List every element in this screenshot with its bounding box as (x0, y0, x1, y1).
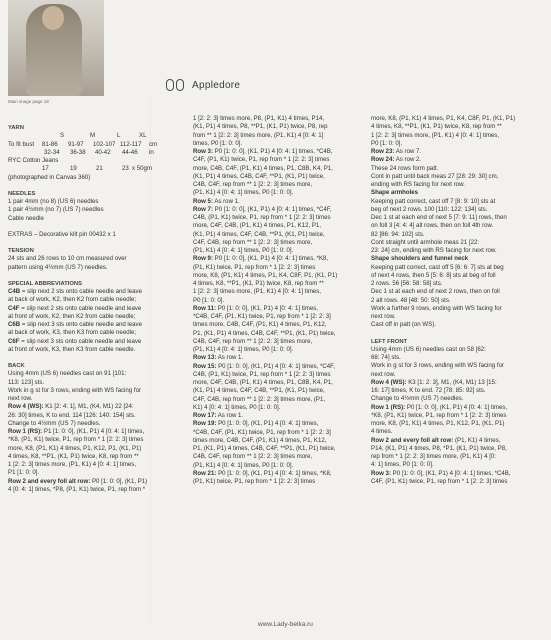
row-label: Row 4 (WS): (8, 403, 44, 411)
to-fit-label: To fit bust (8, 140, 35, 148)
ball-count: 17 (42, 165, 49, 173)
text-line: C4B, C4F, rep from ** 1 [2: 2: 3] times more, (193, 337, 313, 345)
text-line: rep from * 1 [2: 2: 3] times more, (P1, K1) 4 [0: (371, 453, 496, 460)
row-label: Row 3: (371, 469, 391, 477)
row-label: Row 3: (193, 148, 213, 155)
text-line: 26: 30] times, K to end. 114 [126: 140: 154] sts. (8, 411, 136, 419)
to-fit-value: 112-117 (120, 140, 142, 148)
text-line: at back of work, K2, then K2 from cable needle; (8, 296, 137, 304)
text-line: *C4B, C4F, (P1, K1) twice, P1, rep from * 1 [2: 2: 3] (193, 313, 331, 320)
text-line: next row. (371, 313, 396, 320)
text-line: Keeping patt correct, cast off 7 [8: 9: 10] sts at (371, 197, 496, 205)
ball-count: 21 (96, 165, 103, 173)
column-left (8, 124, 156, 494)
tension-line: pattern using 4½mm (US 7) needles. (8, 263, 108, 271)
text-line: next row. (8, 395, 33, 402)
text-line: 16: 17] times, K to end. 72 [78: 85: 92] sts. (371, 387, 486, 394)
size-label: L (117, 132, 121, 140)
text-line: Dec 1 st at each end of next 5 [7: 9: 11] rows, then (371, 214, 507, 221)
text-line: 4 times, K8, **P1, (K1, P1) twice, K8, rep from ** (8, 452, 139, 460)
text-line: These 24 rows form patt. (371, 164, 439, 172)
text-line: more, C4B, C4F, (P1, K1) 4 times, P1, C8B, K4, P1, (193, 164, 333, 172)
row-label: Row 17: (193, 412, 217, 419)
model-photo (8, 0, 104, 96)
text-line: C4B, (P1, K1) twice, P1, rep from * 1 [2: 2: 3] times (193, 370, 331, 378)
text-line: Row 5: As row 1. (193, 197, 240, 205)
footer-site-link[interactable]: www.Lady-belka.ru (258, 621, 313, 628)
text-line: Cast off in patt (on WS). (371, 321, 436, 329)
to-fit-value: 81-86 (42, 140, 58, 148)
row-label: Row 4 (WS): (371, 378, 407, 386)
abbrev-term: C4F (8, 304, 20, 312)
to-fit-value: 91-97 (68, 140, 84, 148)
text-line: (P1, K1) 4 [0: 4: 1] times, P0 [1: 0: 0]. (193, 247, 294, 254)
row-label: Row 11: (193, 304, 217, 312)
abbrev-heading: SPECIAL ABBREVIATIONS (8, 280, 82, 287)
text-line: 23: 24] cm, ending with RS facing for next row. (371, 247, 497, 254)
to-fit-unit: cm (149, 140, 158, 148)
row-label: Row 1 (RS): (371, 403, 406, 411)
text-line: more, K8, (P1, K1) 4 times, P1, K4, C8F, P1, (K1, P1) (371, 115, 516, 122)
ball-count: 19 (70, 165, 77, 173)
back-continued (371, 115, 547, 189)
row-label: Row 23: (371, 148, 395, 155)
row-label: Row 7: (193, 205, 213, 213)
to-fit-value: 102-107 (93, 140, 116, 148)
text-line: P1, (K1, P1) 4 times, C4B, C4F, **P1, (K1, P1) twice, (193, 445, 336, 452)
text-line: 1 [2: 2: 3] times more, (P1, K1) 4 [0: 4: 1] times, (8, 461, 137, 468)
text-line: Change to 4½mm (US 7) needles. (371, 395, 464, 403)
armholes-instructions (371, 198, 547, 256)
text-line: P14, (K1, P1) 4 times, P8, *P1, (K1, P1) twice, P8, (371, 444, 507, 452)
text-line: more, K8, (P1, K1) 4 times, P1, K4, C8F, P1, (K1, P1) (193, 271, 338, 279)
text-line: on foll 3 [4: 4: 4] alt rows, then on foll 4th row. (371, 222, 494, 230)
text-line: Row 13: As row 1. (193, 354, 244, 362)
yarn-note: (photographed in Canvas 360) (8, 173, 91, 181)
text-line: C4B = slip next 2 sts onto cable needle and leave (8, 288, 142, 295)
text-line: 68: 74] sts. (371, 354, 401, 361)
to-fit-value: 44-46 (122, 148, 138, 156)
row-label: Row 9: (193, 255, 213, 263)
shoulders-instructions (371, 264, 547, 330)
yarn-heading: YARN (8, 125, 24, 131)
text-line: *K8, (P1, K1) twice, P1, rep from * 1 [2: 2: 3] times (371, 411, 507, 419)
text-line: Row 19: P0 [1: 0: 0], (K1, P1) 4 [0: 4: 1] times, (193, 420, 319, 428)
text-line: 4 times, K8, **P1, (K1, P1) twice, K8, rep from ** (193, 280, 324, 287)
text-line: C4B, (P1, K1) twice, P1, rep from * 1 [2: 2: 3] times (193, 214, 331, 221)
ball-count: 23 (122, 165, 129, 173)
text-line: *C4B, C4F, (P1, K1) twice, P1, rep from * 1 [2: 2: 3] (193, 428, 331, 436)
text-line: C4F, C4B, rep from ** 1 [2: 2: 3] times more, (P1, (193, 395, 326, 403)
balls-row (8, 165, 156, 173)
text-line: Row 9: P0 [1: 0: 0], (K1, P1) 4 [0: 4: 1] times, *K8, (193, 255, 329, 263)
yarn-name: RYC Cotton Jeans (8, 157, 59, 164)
text-line: 1 [2: 2: 3] times more, (P1, K1) 4 [0: 4: 1] times, (371, 131, 500, 139)
sizes-header-row (8, 132, 156, 140)
tension-heading: TENSION (8, 248, 34, 254)
text-line: C4F, (P1, K1) twice, P1, rep from * 1 [2: 2: 3] times (371, 477, 508, 485)
text-line: of next 4 rows, then 5 [5: 6: 8] sts at beg of foll (371, 271, 496, 279)
column-right (371, 115, 547, 486)
text-line: more, K8, (P1, K1) 4 times, P1, K12, P1, (K1, P1) (371, 420, 505, 427)
text-line: Row 2 and every foll alt row: (P1, K1) 4 times, (371, 436, 501, 444)
text-line: Dec 1 st at each end of next 2 rows, then on foll (371, 288, 500, 296)
text-line: at front of work, K3, then K3 from cable needle. (8, 345, 136, 353)
text-line: (P1, K1) twice, P1, rep from * 1 [2: 2: 3] times (193, 478, 316, 485)
text-line: Work a further 9 rows, ending with WS facing for (371, 304, 502, 312)
text-line: Cont straight until armhole meas 21 [22: (371, 238, 480, 246)
text-line: Row 4 (WS): K1 [2: 4: 1], M1, (K4, M1) 22 [24: (8, 403, 134, 411)
left-front-heading: LEFT FRONT (371, 338, 408, 345)
text-line: 4: 1] times, P0 [1: 0: 0]. (371, 461, 434, 469)
tension-line: 24 sts and 26 rows to 10 cm measured over (8, 255, 127, 263)
text-line: 4 times, K8, **P1, (K1, P1) twice, K8, rep from ** (371, 123, 502, 131)
text-line: (P1, K1) 4 [0: 4: 1] times, P0 [1: 0: 0]. (193, 461, 294, 469)
text-line: Row 3: P0 [1: 0: 0], (K1, P1) 4 [0: 4: 1] times, *C4B, (371, 469, 511, 477)
row-label: Row 21: (193, 469, 217, 477)
text-line: (K1, P1) 4 times, C4B, C4F, **P1, (K1, P1) twice, (193, 172, 325, 180)
text-line: (K1, P1) 4 times, P8, **P1, (K1, P1) twice, P8, rep (193, 123, 328, 131)
text-line: (K1, P1) 4 times, C4F, C4B, **P1, (K1, P1) twice, (193, 387, 325, 395)
text-line: (P1, K1) 4 [0: 4: 1] times, P0 [1: 0: 0]. (193, 189, 294, 197)
text-line: Row 3: P0 [1: 0: 0], (K1, P1) 4 [0: 4: 1] times, *C4B, (193, 148, 333, 155)
abbrev-list (8, 288, 156, 354)
back-instructions (8, 370, 156, 494)
needles-line: 1 pair 4½mm (no 7) (US 7) needles (8, 206, 104, 214)
armholes-heading: Shape armholes (371, 189, 419, 197)
text-line: C6B = slip next 3 sts onto cable needle and leave (8, 321, 142, 328)
text-line: from ** 1 [2: 2: 3] times more, (P1, K1) 4 [0: 4: 1] (193, 131, 324, 139)
text-line: Row 4 (WS): K3 [1: 2: 3], M1, (K4, M1) 13 [15: (371, 378, 497, 386)
row-label: Row 19: (193, 420, 217, 428)
text-line: Row 1 (RS): P0 [1: 0: 0], (K1, P1) 4 [0: 4: 1] times, (371, 403, 508, 411)
text-line: Row 15: P0 [1: 0: 0], (K1, P1) 4 [0: 4: 1] times, *C4F, (193, 362, 335, 370)
size-label: M (90, 132, 96, 140)
to-fit-unit: in (149, 148, 154, 156)
text-line: *K8, (P1, K1) twice, P1, rep from * 1 [2: 2: 3] times (8, 436, 144, 444)
text-line: next row. (371, 370, 396, 378)
text-line: Row 7: P0 [1: 0: 0], (K1, P1) 4 [0: 4: 1] times, *C4F, (193, 205, 332, 213)
text-line: Row 1 (RS): P1 [1: 0: 0], (K1, P1) 4 [0: 4: 1] times, (8, 428, 145, 435)
text-line: P1 [1: 0: 0]. (8, 469, 40, 477)
left-front-instructions (371, 346, 547, 486)
text-line: K1) 4 [0: 4: 1] times, P0 [1: 0: 0]. (193, 403, 281, 411)
needles-heading: NEEDLES (8, 190, 36, 197)
text-line: more, K8, (P1, K1) 4 times, P1, K12, P1, (K1, P1) (8, 444, 142, 452)
row-label: Row 2 and every foll alt row: (8, 477, 91, 485)
text-line: Change to 4½mm (US 7) needles. (8, 419, 101, 427)
text-line: 4 [0: 4: 1] times, *P8, (P1, K1) twice, P1, rep from * (8, 485, 146, 493)
ball-unit: x 50gm (132, 165, 152, 173)
text-line: Row 21: P0 [1: 0: 0], (K1, P1) 4 [0: 4: 1] times, *K8, (193, 469, 332, 477)
text-line: more, C4F, C4B, (P1, K1) 4 times, P1, C8B, K4, P1, (193, 379, 333, 386)
text-line: Row 17: As row 1. (193, 412, 244, 419)
text-line: Work in g st for 3 rows, ending with WS facing for (371, 362, 504, 370)
text-line: P0 [1: 0: 0]. (371, 139, 403, 147)
row-label: Row 1 (RS): (8, 428, 43, 435)
text-line: (P1, K1) 4 [0: 4: 1] times, P0 [1: 0: 0]. (193, 346, 294, 353)
row-label: Row 15: (193, 362, 217, 370)
text-line: at front of work, K2, then K2 from cable needle; (8, 312, 136, 320)
abbrev-term: C4B (8, 288, 21, 295)
needles-line: Cable needle (8, 214, 44, 222)
shoulders-heading: Shape shoulders and funnel neck (371, 255, 469, 263)
text-line: C4F, C4B, rep from ** 1 [2: 2: 3] times more, (193, 238, 313, 246)
text-line: Keeping patt correct, cast off 5 [6: 6: 7] sts at beg (371, 263, 504, 271)
text-line: at back of work, K3, then K3 from cable needle; (8, 329, 137, 337)
text-line: C4F, (P1, K1) twice, P1, rep from * 1 [2: 2: 3] times (193, 156, 330, 164)
photo-caption: Main image page 18 (8, 99, 49, 104)
text-line: 1 [2: 2: 3] times more, (P1, K1) 4 [0: 4: 1] times, (193, 288, 322, 296)
text-line: 1 [2: 2: 3] times more, P8, (P1, K1) 4 times, P14, (193, 115, 325, 122)
size-label: XL (139, 132, 147, 140)
text-line: P1, (K1, P1) 4 times, C4B, C4F, **P1, (K1, P1) twice, (193, 329, 336, 337)
row-label: Row 5: (193, 197, 213, 205)
text-line: C6F = slip next 3 sts onto cable needle and leave (8, 337, 142, 345)
skein-icon (166, 79, 174, 91)
text-line: P0 [1: 0: 0]. (193, 296, 225, 304)
text-line: Cont in patt until back meas 27 [28: 29: 30] cm, (371, 172, 499, 180)
needles-line: 1 pair 4mm (no 8) (US 6) needles (8, 198, 99, 205)
model-head (42, 6, 64, 30)
text-line: 2 rows. 56 [56: 58: 58] sts. (371, 280, 443, 287)
size-label: S (60, 132, 65, 140)
row-label: Row 2 and every foll alt row: (371, 436, 454, 444)
to-fit-value: 40-42 (95, 148, 111, 156)
column-middle (193, 115, 369, 486)
text-line: Row 24: As row 2. (371, 156, 422, 164)
text-line: Row 23: As row 7. (371, 148, 422, 155)
text-line: 82 [86: 94: 102] sts. (371, 230, 425, 238)
text-line: 113: 123] sts. (8, 378, 45, 386)
text-line: 2 alt rows. 48 [48: 50: 50] sts. (371, 296, 451, 304)
text-line: (P1, K1) twice, P1, rep from * 1 [2: 2: 3] times (193, 263, 316, 271)
text-line: Work in g st for 3 rows, ending with WS facing for (8, 386, 141, 394)
abbrev-term: C6B (8, 321, 21, 328)
text-line: beg of next 2 rows. 100 [110: 122: 134] sts. (371, 205, 488, 213)
text-line: (K1, P1) 4 times, C4F, C4B, **P1, (K1, P1) twice, (193, 230, 325, 238)
to-fit-value: 36-38 (70, 148, 86, 156)
pattern-title: Appledore (192, 80, 241, 91)
text-line: times more, C4B, C4F, (P1, K1) 4 times, P1, K12, (193, 321, 327, 329)
row-label: Row 24: (371, 156, 395, 164)
skein-icon (176, 79, 184, 91)
text-line: times, P0 [1: 0: 0]. (193, 139, 243, 147)
abbrev-term: C6F (8, 337, 20, 345)
text-line: Row 11: P0 [1: 0: 0], (K1, P1) 4 [0: 4: 1] times, (193, 304, 318, 312)
extras-line: EXTRAS – Decorative kilt pin 00432 x 1 (8, 230, 116, 238)
text-line: Using 4mm (US 6) needles cast on 91 [101: (8, 370, 127, 378)
back-heading: BACK (8, 363, 25, 369)
to-fit-value: 32-34 (44, 148, 60, 156)
text-line: 4 times. (371, 428, 393, 436)
text-line: Row 2 and every foll alt row: P0 [1: 0: 0], (K1, P1) (8, 477, 148, 485)
text-line: ending with RS facing for next row. (371, 181, 465, 188)
text-line: C4B, C4F, rep from ** 1 [2: 2: 3] times more, (193, 181, 313, 188)
to-fit-row-2 (8, 149, 156, 157)
text-line: C4B, C4F, rep from ** 1 [2: 2: 3] times more, (193, 453, 313, 461)
text-line: Using 4mm (US 6) needles cast on 58 [62: (371, 345, 486, 353)
to-fit-row (8, 141, 156, 149)
text-line: more, C4F, C4B, (P1, K1) 4 times, P1, K12, P1, (193, 222, 322, 230)
text-line: C4F = slip next 2 sts onto cable needle and leave (8, 304, 142, 312)
text-line: times more, C4B, C4F, (P1, K1) 4 times, P1, K12, (193, 436, 327, 444)
row-label: Row 13: (193, 354, 217, 362)
